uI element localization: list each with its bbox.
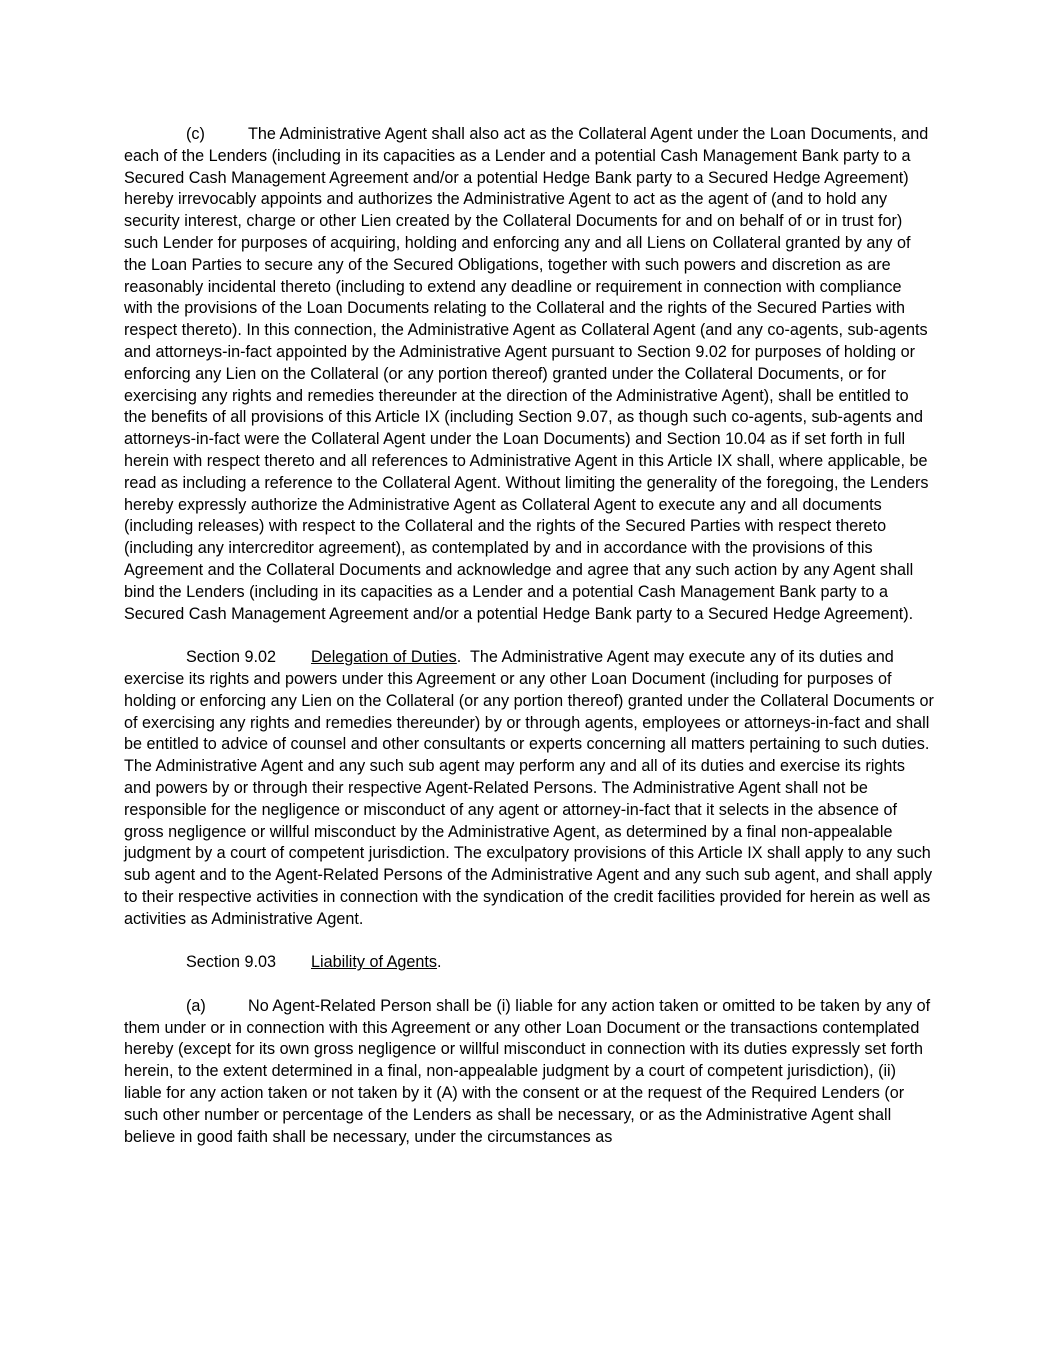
section-title: Delegation of Duties: [311, 648, 457, 667]
paragraph-text: The Administrative Agent shall also act as the Collateral Agent under the Loan Documents, and each of the Lenders (including in its capacities as a Lender and a potential Cash Management Bank party to a Secured Cash Management Agreement and/or a potential Hedge Bank party to a Secured Hedge Agreement) hereby irrevocably appoints and authorizes the Administrative Agent to act as the agent of (and to hold any security interest, charge or other Lien created by the Collateral Documents for and on behalf of or in trust for) such Lender for purposes of acquiring, holding and enforcing any and all Liens on Collateral granted by any of the Loan Parties to secure any of the Secured Obligations, together with such powers and discretion as are reasonably incidental thereto (including to extend any deadline or requirement in connection with compliance with the provisions of the Loan Documents relating to the Collateral and the rights of the Secured Parties with respect thereto). In this connection, the Administrative Agent as Collateral Agent (and any co-agents, sub-agents and attorneys-in-fact appointed by the Administrative Agent pursuant to Section 9.02 for purposes of holding or enforcing any Lien on the Collateral (or any portion thereof) granted under the Collateral Documents, or for exercising any rights and remedies thereunder at the direction of the Administrative Agent), shall be entitled to the benefits of all provisions of this Article IX (including Section 9.07, as though such co-agents, sub-agents and attorneys-in-fact were the Collateral Agent under the Loan Documents) and Section 10.04 as if set forth in full herein with respect thereto and all references to Administrative Agent in this Article IX shall, where applicable, be read as including a reference to the Collateral Agent. Without limiting the generality of the foregoing, the Lenders hereby expressly authorize the Administrative Agent as Collateral Agent to execute any and all documents (including releases) with respect to the Collateral and the rights of the Secured Parties with respect thereto (including any intercreditor agreement), as contemplated by and in accordance with the provisions of this Agreement and the Collateral Documents and acknowledge and agree that any such action by any Agent shall bind the Lenders (including in its capacities as a Lender and a potential Cash Management Bank party to a Secured Cash Management Agreement and/or a potential Hedge Bank party to a Secured Hedge Agreement).: [124, 125, 929, 623]
paragraph-a: [124, 996, 934, 1149]
paragraph-text: No Agent-Related Person shall be (i) liable for any action taken or omitted to be taken by any of them under or in connection with this Agreement or any other Loan Document or the transactions contemplated hereby (except for its own gross negligence or willful misconduct in connection with its duties expressly set forth herein, to the extent determined in a final, non-appealable judgment by a court of competent jurisdiction), (ii) liable for any action taken or not taken by it (A) with the consent or at the request of the Required Lenders (or such other number or percentage of the Lenders as shall be necessary, or as the Administrative Agent shall believe in good faith shall be necessary, under the circumstances as: [124, 996, 931, 1146]
paragraph-c: [124, 124, 934, 625]
section-text: The Administrative Agent may execute any of its duties and exercise its rights and powers under this Agreement or any other Loan Document (including for purposes of holding or enforcing any Lien on the Collateral (or any portion thereof) granted under the Collateral Documents or of exercising any rights and remedies thereunder) by or through agents, employees or attorneys-in-fact and shall be entitled to advice of counsel and other consultants or experts concerning all matters pertaining to such duties. The Administrative Agent and any such sub agent may perform any and all of its duties and exercise its rights and powers by or through their respective Agent-Related Persons. The Administrative Agent shall not be responsible for the negligence or misconduct of any agent or attorney-in-fact that it selects in the absence of gross negligence or willful misconduct by the Administrative Agent, as determined by a final non-appealable judgment by a court of competent jurisdiction. The exculpatory provisions of this Article IX shall apply to any such sub agent and to the Agent-Related Persons of the Administrative Agent and any such sub agent, and shall apply to their respective activities in connection with the syndication of the credit facilities provided for herein as well as activities as Administrative Agent.: [124, 648, 934, 928]
section-9-03: [124, 952, 934, 974]
section-number: Section 9.02: [186, 648, 276, 667]
section-title-punctuation: .: [436, 953, 442, 972]
paragraph-marker: (a): [186, 996, 206, 1015]
document-page: [124, 124, 934, 1170]
section-title: Liability of Agents: [311, 953, 437, 972]
section-9-02: [124, 647, 934, 930]
paragraph-marker: (c): [186, 125, 205, 143]
section-title-punctuation: .: [456, 648, 462, 667]
section-number: Section 9.03: [186, 953, 276, 972]
